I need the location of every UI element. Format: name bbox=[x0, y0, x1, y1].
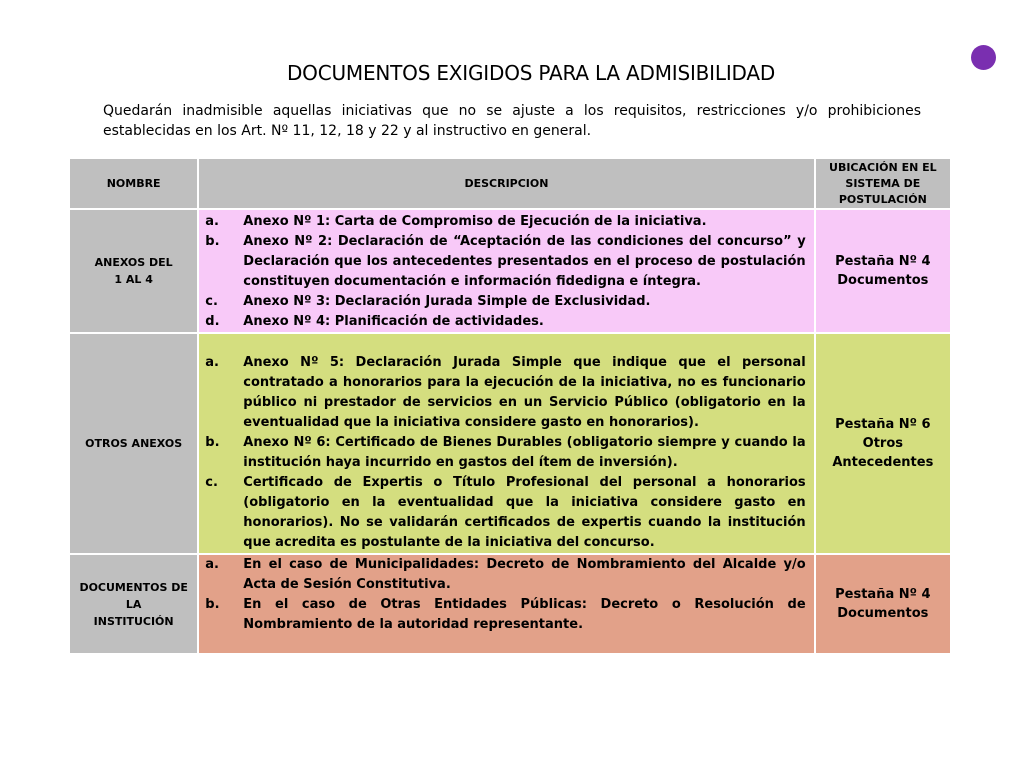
table-row bbox=[69, 209, 951, 333]
table-row bbox=[69, 554, 951, 654]
page-title: DOCUMENTOS EXIGIDOS PARA LA ADMISIBILIDAD bbox=[286, 61, 776, 85]
list-item-marker: b. bbox=[205, 435, 220, 450]
table-row bbox=[69, 333, 951, 554]
list-item-marker: a. bbox=[205, 557, 219, 572]
row-location: Pestaña Nº 4 Documentos bbox=[815, 554, 951, 654]
list-item bbox=[205, 232, 805, 292]
list-item bbox=[205, 212, 805, 232]
intro-paragraph: Quedarán inadmisible aquellas iniciativas que no se ajuste a los requisitos, restricciones y/o prohibiciones establecidas en los Art. Nº 11, 12, 18 y 22 y al instructivo en general. bbox=[103, 103, 921, 139]
list-item-marker: c. bbox=[205, 475, 218, 490]
list-item-text: Anexo Nº 2: Declaración de “Aceptación de las condiciones del concurso” y Declaración que los antecedentes presentados en el proceso de postulación constituyen documentación e información fidedigna e íntegra. bbox=[243, 234, 806, 289]
list-item-text: Anexo Nº 4: Planificación de actividades. bbox=[243, 314, 544, 329]
description-list bbox=[199, 212, 813, 332]
list-item-marker: a. bbox=[205, 214, 219, 229]
list-item bbox=[205, 312, 805, 332]
list-item-text: En el caso de Municipalidades: Decreto de Nombramiento del Alcalde y/o Acta de Sesión Constitutiva. bbox=[243, 557, 806, 592]
list-item-marker: d. bbox=[205, 314, 220, 329]
row-description bbox=[198, 209, 814, 333]
list-item-text: Anexo Nº 6: Certificado de Bienes Durables (obligatorio siempre y cuando la institución haya incurrido en gastos del ítem de inversión). bbox=[243, 435, 806, 470]
list-item bbox=[205, 353, 805, 433]
row-description bbox=[198, 554, 814, 654]
list-item bbox=[205, 473, 805, 553]
list-item bbox=[205, 595, 805, 635]
list-item-text: Anexo Nº 3: Declaración Jurada Simple de Exclusividad. bbox=[243, 294, 651, 309]
list-item-text: Certificado de Expertis o Título Profesional del personal a honorarios (obligatorio en la eventualidad que la iniciativa considere gasto en honorarios). No se validarán certificados de expertis cuando la institución que acredita es postulante de la iniciativa del concurso. bbox=[243, 475, 806, 550]
row-name: DOCUMENTOS DE LA INSTITUCIÓN bbox=[69, 554, 198, 654]
list-item-marker: b. bbox=[205, 597, 220, 612]
row-name: ANEXOS DEL 1 AL 4 bbox=[69, 209, 198, 333]
list-item bbox=[205, 555, 805, 595]
list-item bbox=[205, 292, 805, 312]
description-list bbox=[199, 353, 813, 553]
documents-table bbox=[68, 157, 952, 655]
list-item-text: En el caso de Otras Entidades Públicas: Decreto o Resolución de Nombramiento de la autoridad representante. bbox=[243, 597, 806, 632]
header-ubicacion: UBICACIÓN EN EL SISTEMA DE POSTULACIÓN bbox=[815, 158, 951, 209]
row-description bbox=[198, 333, 814, 554]
list-item bbox=[205, 433, 805, 473]
table-header-row bbox=[69, 158, 951, 209]
description-list bbox=[199, 555, 813, 635]
header-nombre: NOMBRE bbox=[69, 158, 198, 209]
list-item-text: Anexo Nº 5: Declaración Jurada Simple que indique que el personal contratado a honorarios para la ejecución de la iniciativa, no es funcionario público ni prestador de servicios en un Servicio Público (obligatorio en la eventualidad que la iniciativa considere gasto en honorarios). bbox=[243, 355, 806, 430]
list-item-marker: a. bbox=[205, 355, 219, 370]
row-location: Pestaña Nº 4 Documentos bbox=[815, 209, 951, 333]
row-name: OTROS ANEXOS bbox=[69, 333, 198, 554]
row-location: Pestaña Nº 6 Otros Antecedentes bbox=[815, 333, 951, 554]
header-descripcion: DESCRIPCION bbox=[198, 158, 814, 209]
list-item-marker: b. bbox=[205, 234, 220, 249]
list-item-text: Anexo Nº 1: Carta de Compromiso de Ejecución de la iniciativa. bbox=[243, 214, 707, 229]
list-item-marker: c. bbox=[205, 294, 218, 309]
